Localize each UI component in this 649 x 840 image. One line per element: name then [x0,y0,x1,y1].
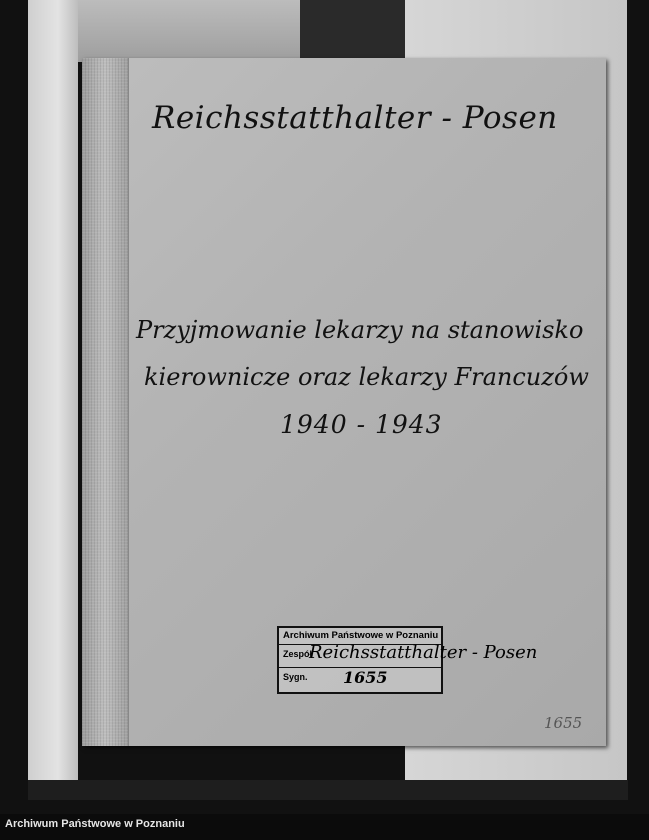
folder-years: 1940 - 1943 [280,410,443,439]
archive-stamp [277,626,538,694]
background-paper-left [28,0,78,780]
stamp-row-zespol [279,642,538,667]
pencil-reference-number: 1655 [544,714,583,732]
stamp-zespol-value: Reichsstatthalter - Posen [309,642,538,663]
stamp-sygn-value: 1655 [343,668,388,687]
folder-title: Reichsstatthalter - Posen [152,100,558,136]
film-edge-strip [28,780,628,800]
background-shadow [300,0,410,60]
stamp-row-sygn [279,667,441,689]
stamp-zespol-label: Zespół [283,649,313,659]
stamp-sygn-label: Sygn. [283,672,308,682]
archive-footer-label: Archiwum Państwowe w Poznaniu [5,818,185,830]
folder-cover [82,58,606,746]
stamp-header: Archiwum Państwowe w Poznaniu [279,628,441,645]
folder-subject-line-1: Przyjmowanie lekarzy na stanowisko [136,316,584,344]
folder-subject-line-2: kierownicze oraz lekarzy Francuzów [144,363,589,391]
cloth-spine [82,58,129,746]
